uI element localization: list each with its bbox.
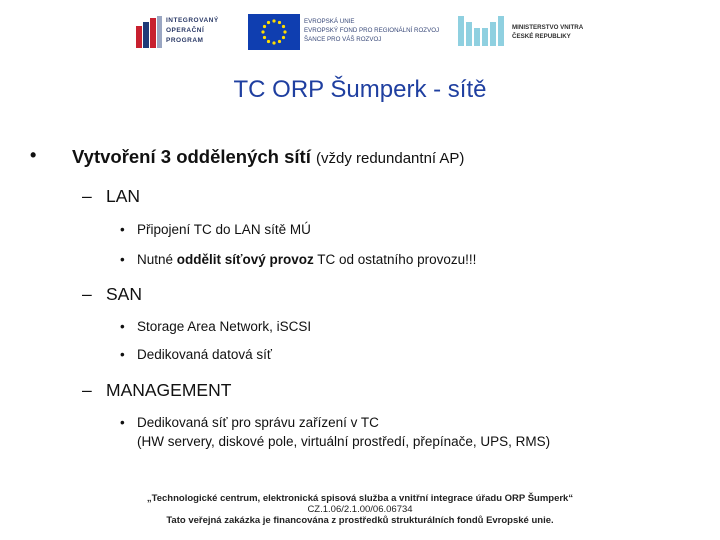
footer-project-code: CZ.1.06/2.1.00/06.06734: [307, 504, 413, 515]
bullet-icon: •: [30, 145, 37, 165]
management-label: MANAGEMENT: [106, 380, 232, 400]
footer-funding-note: Tato veřejná zakázka je financována z prostředků strukturálních fondů Evropské unie.: [166, 515, 554, 526]
bullet-icon: •: [120, 415, 125, 430]
dash-icon: –: [82, 380, 92, 400]
lan-label: LAN: [106, 186, 141, 206]
main-bullet-bold-text: Vytvoření 3 oddělených sítí: [72, 146, 311, 167]
footer: [0, 493, 720, 526]
slide-title: TC ORP Šumperk - sítě: [233, 76, 487, 103]
footer-project-title: „Technologické centrum, elektronická spisová služba a vnitřní integrace úřadu ORP Šumperk“: [146, 493, 574, 504]
iop-logo: [136, 14, 246, 50]
iop-logo-mark: [136, 16, 162, 48]
bullet-icon: •: [120, 222, 125, 237]
eu-logo-text: EVROPSKÁ UNIE EVROPSKÝ FOND PRO REGIONÁLNÍ ROZVOJ ŠANCE PRO VÁŠ ROZVOJ: [304, 18, 440, 43]
san-label: SAN: [106, 284, 142, 304]
ministry-logo-text: MINISTERSTVO VNITRA ČESKÉ REPUBLIKY: [512, 24, 584, 40]
iop-logo-text: INTEGROVANÝ OPERAČNÍ PROGRAM: [166, 17, 219, 44]
main-bullet-note: (vždy redundantní AP): [316, 150, 465, 167]
ministry-logo-icon: [456, 12, 508, 48]
dash-icon: –: [82, 284, 92, 304]
bullet-icon: •: [120, 347, 125, 362]
bullet-icon: •: [120, 252, 125, 267]
dash-icon: –: [82, 186, 92, 206]
eu-flag-icon: [248, 14, 300, 50]
bullet-icon: •: [120, 319, 125, 334]
logo-bar: [136, 10, 596, 52]
